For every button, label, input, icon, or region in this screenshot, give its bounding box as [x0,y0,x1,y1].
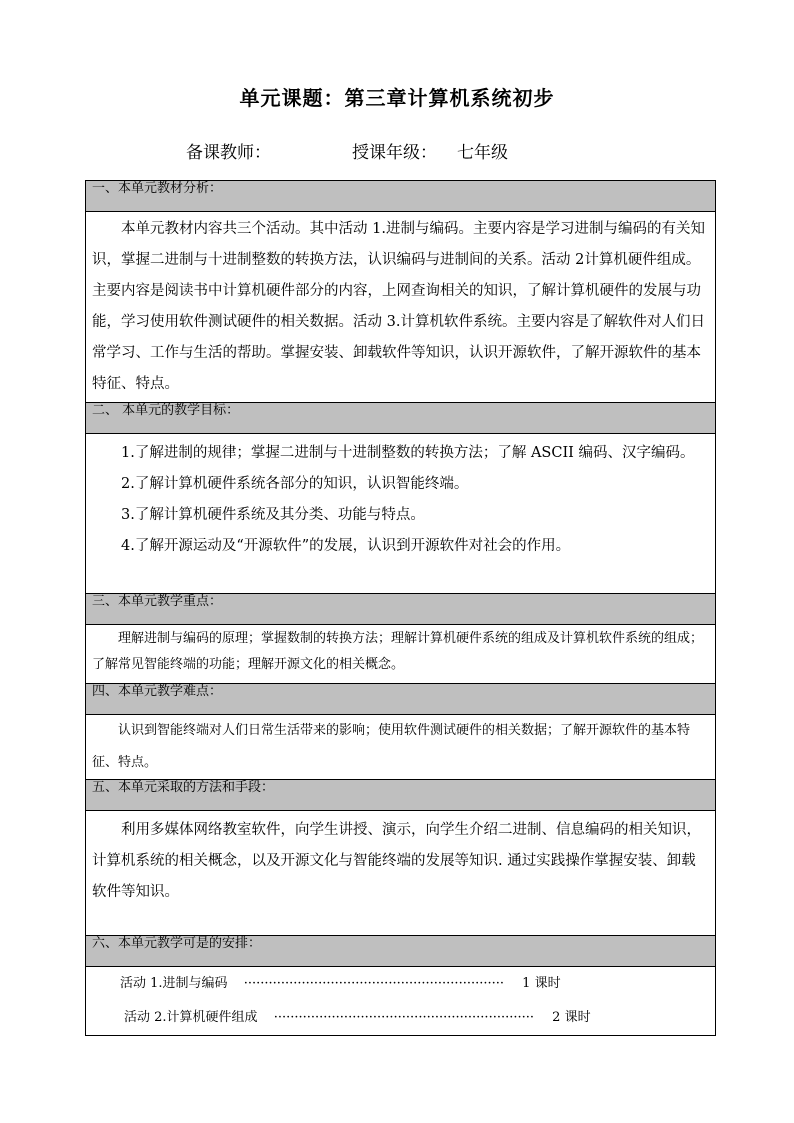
lesson-plan-table [85,180,716,1036]
goal-item: 4.了解开源运动及“开源软件”的发展，认识到开源软件对社会的作用。 [121,538,571,554]
section-body-methods [86,811,716,936]
key-points-text: 理解进制与编码的原理；掌握数制的转换方法；理解计算机硬件系统的组成及计算机软件系统的组成；了解常见智能终端的功能；理解开源文化的相关概念。 [92,631,704,672]
schedule-item [92,967,709,1001]
schedule-hours: 2 课时 [552,1010,591,1025]
section-header-methods: 五、本单元采取的方法和手段： [86,780,716,811]
section-body-analysis [86,212,716,403]
goal-item: 2.了解计算机硬件系统各部分的知识，认识智能终端。 [121,476,469,492]
schedule-activity: 活动 1.进制与编码 [120,976,228,991]
goal-item: 3.了解计算机硬件系统及其分类、功能与特点。 [121,507,425,523]
schedule-hours: 1 课时 [522,976,561,991]
section-header-analysis: 一、本单元教材分析： [86,181,716,212]
schedule-item [92,1001,709,1035]
teacher-label: 备课教师： [186,143,271,163]
grade-label: 授课年级： [352,143,437,163]
section-header-goals: 二、 本单元的教学目标： [86,403,716,434]
section-body-schedule [86,967,716,1036]
grade-value: 七年级 [457,143,508,163]
schedule-leader-dots: ······························································· [243,976,505,991]
analysis-text: 本单元教材内容共三个活动。其中活动 1.进制与编码。主要内容是学习进制与编码的有关知识，掌握二进制与十进制整数的转换方法，认识编码与进制间的关系。活动 2计算机硬件组成。主要内容是阅读书中计算机硬件部分的内容，上网查询相关的知识，了解计算机硬件的发展与功能，学习使用软件测试硬件的相关数据。活动 3.计算机软件系统。主要内容是了解软件对人们日常学习、工作与生活的帮助。掌握安装、卸载软件等知识，认识开源软件，了解开源软件的基本特征、特点。 [92,221,705,392]
section-header-difficulties: 四、本单元教学难点： [86,684,716,715]
difficulties-text: 认识到智能终端对人们日常生活带来的影响；使用软件测试硬件的相关数据；了解开源软件的基本特征、特点。 [92,723,691,770]
section-header-key-points: 三、本单元教学重点： [86,594,716,625]
schedule-leader-dots: ······························································· [273,1010,535,1025]
section-body-difficulties [86,715,716,780]
section-body-key-points [86,625,716,684]
goal-item: 1.了解进制的规律；掌握二进制与十进制整数的转换方法；了解 ASCII 编码、汉字编码。 [121,445,695,461]
page-title: 单元课题：第三章计算机系统初步 [239,86,555,110]
methods-text: 利用多媒体网络教室软件，向学生讲授、演示，向学生介绍二进制、信息编码的相关知识，计算机系统的相关概念，以及开源文化与智能终端的发展等知识. 通过实践操作掌握安装、卸载软件等知识。 [92,822,701,900]
section-body-goals [86,434,716,594]
schedule-activity: 活动 2.计算机硬件组成 [124,1010,258,1025]
section-header-schedule: 六、本单元教学可是的安排： [86,936,716,967]
